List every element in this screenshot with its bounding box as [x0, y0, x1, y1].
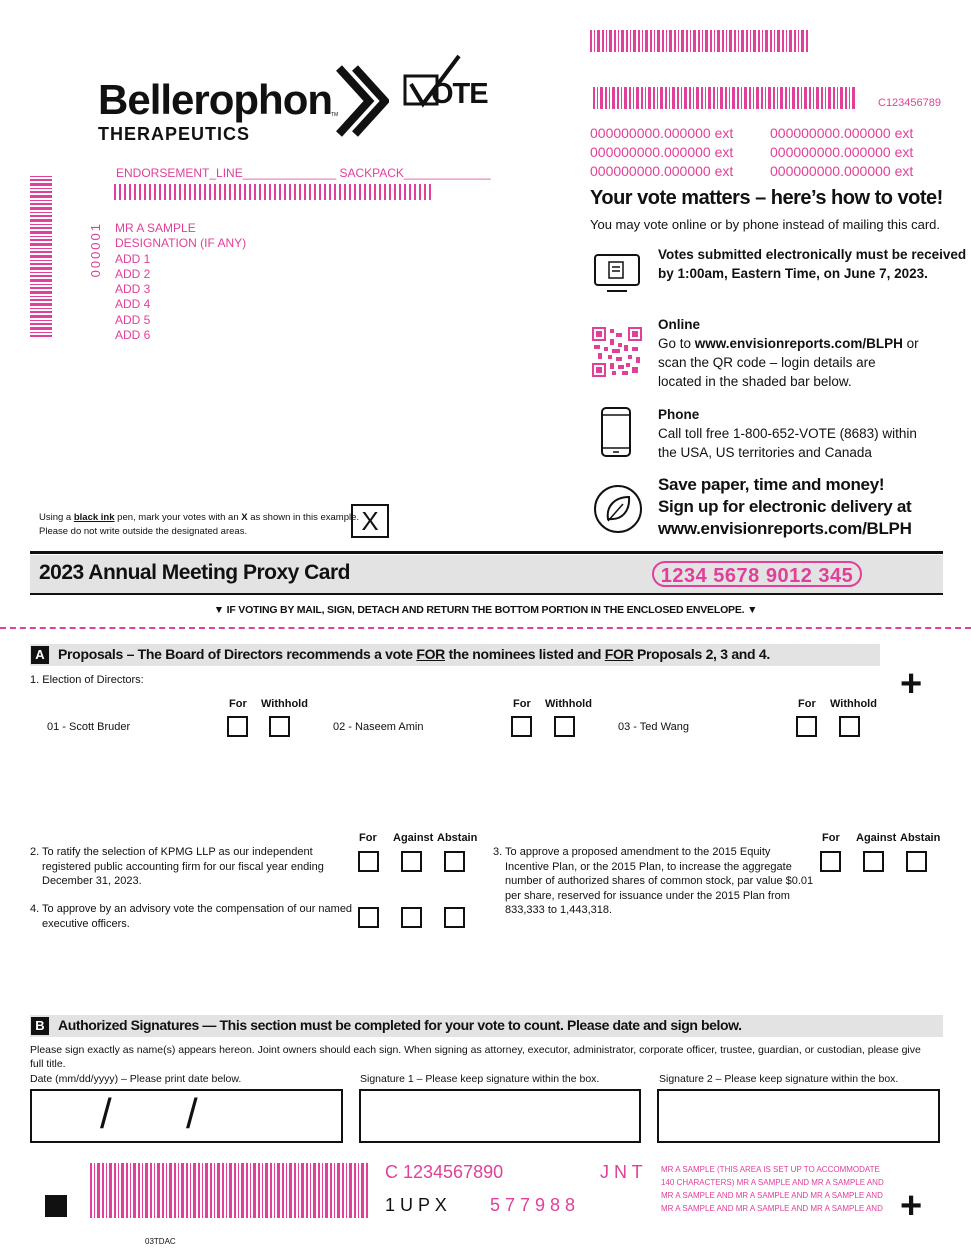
bottom-title-rule [30, 593, 943, 595]
date-slash-1: / [100, 1090, 112, 1137]
phone-line-2: the USA, US territories and Canada [658, 445, 872, 460]
col-for-p2: For [359, 832, 377, 844]
section-a-title [58, 646, 770, 662]
instruction-black-ink: black ink [73, 512, 115, 523]
online-line-3: located in the shaded bar below. [658, 374, 852, 389]
left-vertical-barcode [30, 175, 52, 337]
address-line: MR A SAMPLE [115, 221, 196, 235]
proposal-3-line: Incentive Plan, or the 2015 Plan, to increase the aggregate [505, 860, 792, 873]
proposal-3-line: per share, reserved for issuance under the 2015 Plan from [505, 889, 790, 902]
address-line: ADD 1 [115, 251, 151, 266]
address-line: ADD 6 [115, 328, 151, 343]
proposal-3 [493, 845, 813, 918]
proposal-2-for-checkbox[interactable] [358, 851, 379, 872]
vote-logo [403, 54, 495, 114]
section-a-title-text: Proposals 2, 3 and 4. [633, 646, 770, 662]
save-line-1: Save paper, time and money! [658, 475, 885, 494]
title-rule [30, 551, 943, 554]
signature-2-label: Signature 2 – Please keep signature within the box. [659, 1073, 899, 1085]
signature-2-box[interactable] [657, 1089, 940, 1143]
proposal-4-for-checkbox[interactable] [358, 907, 379, 928]
top-barcode-id: C123456789 [878, 97, 942, 109]
address-line: ADD 4 [115, 297, 151, 312]
online-line-2: scan the QR code – login details are [658, 355, 876, 370]
instruction-text: Using a [39, 512, 74, 523]
top-barcode-1 [590, 30, 810, 52]
col-against-p2: Against [393, 832, 434, 844]
online-section [658, 315, 919, 391]
endorsement-line: ENDORSEMENT_LINE______________ SACKPACK_____________ [116, 166, 491, 180]
col-for-3: For [798, 698, 816, 710]
col-for-1: For [229, 698, 247, 710]
signing-text-1: Please sign exactly as name(s) appears hereon. Joint owners should each sign. When signing as attorney, executor, administrator, corporate officer, trustee, guardian, or custodian, please give [30, 1044, 921, 1056]
deadline-line-1: Votes submitted electronically must be received [658, 247, 967, 262]
plus-mark-a: + [900, 663, 923, 705]
detach-instructions: ▼ IF VOTING BY MAIL, SIGN, DETACH AND RETURN THE BOTTOM PORTION IN THE ENCLOSED ENVELOPE. ▼ [213, 604, 758, 616]
phone-title: Phone [658, 407, 700, 422]
proposal-3-line: 3. To approve a proposed amendment to the 2015 Equity [493, 846, 771, 858]
proxy-title: 2023 Annual Meeting Proxy Card [39, 561, 350, 584]
section-a-title-text: Proposals – The Board of Directors recommends a vote [58, 646, 417, 662]
ext-line: 000000000.000000 ext [770, 163, 914, 179]
instruction-line-1 [39, 511, 359, 525]
perforation-line [0, 627, 971, 629]
logo-subtitle: THERAPEUTICS [98, 124, 251, 144]
col-withhold-2: Withhold [545, 698, 592, 710]
proposal-2-against-checkbox[interactable] [401, 851, 422, 872]
section-b-title: Authorized Signatures — This section must be completed for your vote to count. Please date and sign below. [58, 1017, 742, 1033]
phone-section [658, 405, 917, 462]
signing-text-2: full title. [30, 1058, 66, 1070]
nominee-1: 01 - Scott Bruder [47, 721, 131, 733]
proposal-2-line: December 31, 2023. [42, 875, 142, 887]
address-line: ADD 3 [115, 282, 151, 297]
proposal-2-line: 2. To ratify the selection of KPMG LLP as our independent [30, 846, 313, 858]
logo-name: Bellerophon [98, 76, 333, 123]
ext-line: 000000000.000000 ext [770, 144, 914, 160]
proposal-3-abstain-checkbox[interactable] [906, 851, 927, 872]
nominee-1-withhold-checkbox[interactable] [269, 716, 290, 737]
footer-sample-text [661, 1163, 884, 1215]
col-against-p3: Against [856, 832, 897, 844]
col-for-p3: For [822, 832, 840, 844]
proposal-4 [30, 902, 352, 931]
footer-code-jnt: J N T [600, 1162, 643, 1182]
computer-monitor-icon [593, 253, 641, 295]
col-abstain-p3: Abstain [900, 832, 941, 844]
footer-code-upx: 1 U P X [385, 1195, 447, 1215]
logo-tm: TM [331, 112, 339, 118]
online-or: or [902, 336, 919, 351]
example-mark: X [361, 506, 379, 536]
section-a-title-for: FOR [604, 646, 634, 662]
proposal-2 [30, 845, 324, 889]
proposal-3-line: 833,333 to 1,443,318. [505, 904, 613, 916]
date-slash-2: / [186, 1090, 198, 1137]
instruction-x: X [241, 512, 248, 523]
section-b-letter: B [31, 1017, 49, 1035]
registration-mark [45, 1195, 67, 1217]
electronic-deadline [658, 245, 966, 283]
electronic-delivery [658, 474, 912, 540]
footer-code-c: C 1234567890 [385, 1162, 504, 1182]
col-for-2: For [513, 698, 531, 710]
election-label: 1. Election of Directors: [30, 674, 144, 686]
top-barcode-2 [593, 87, 857, 109]
logo-chevron-icon [333, 64, 389, 138]
vote-logo-text: OTE [431, 78, 488, 110]
online-go-to: Go to [658, 336, 695, 351]
proposal-4-line: executive officers. [42, 917, 130, 930]
instruction-line-2: Please do not write outside the designated areas. [39, 526, 248, 537]
address-line: DESIGNATION (IF ANY) [115, 236, 247, 251]
ext-line: 000000000.000000 ext [590, 125, 734, 141]
vote-subheading: You may vote online or by phone instead of mailing this card. [590, 217, 941, 232]
ext-line: 000000000.000000 ext [590, 144, 734, 160]
proposal-2-line: registered public accounting firm for our fiscal year ending [42, 860, 324, 873]
vote-heading: Your vote matters – here’s how to vote! [590, 187, 943, 209]
sample-line: MR A SAMPLE AND MR A SAMPLE AND MR A SAMPLE AND [661, 1204, 883, 1213]
section-a-title-text: the nominees listed and [444, 646, 605, 662]
nominee-3-for-checkbox[interactable] [796, 716, 817, 737]
proposal-3-line: number of authorized shares of common stock, par value $0.01 [505, 875, 814, 887]
ext-line: 000000000.000000 ext [590, 163, 734, 179]
mailing-address [115, 221, 246, 343]
sample-line: 140 CHARACTERS) MR A SAMPLE AND MR A SAMPLE AND [661, 1178, 884, 1187]
deadline-line-2: by 1:00am, Eastern Time, on June 7, 2023. [658, 266, 928, 281]
proposal-3-against-checkbox[interactable] [863, 851, 884, 872]
footer-barcode [90, 1163, 370, 1218]
signature-1-label: Signature 1 – Please keep signature within the box. [360, 1073, 600, 1085]
ext-line: 000000000.000000 ext [770, 125, 914, 141]
online-line-1 [658, 334, 919, 353]
proposal-4-abstain-checkbox[interactable] [444, 907, 465, 928]
marking-instructions [39, 511, 359, 539]
ext-column-1 [590, 124, 733, 181]
signature-1-box[interactable] [359, 1089, 641, 1143]
address-line: ADD 2 [115, 266, 151, 281]
col-withhold-1: Withhold [261, 698, 308, 710]
nominee-1-for-checkbox[interactable] [227, 716, 248, 737]
footer-code-number: 5 7 7 9 8 8 [490, 1195, 576, 1215]
col-withhold-3: Withhold [830, 698, 877, 710]
proposal-2-abstain-checkbox[interactable] [444, 851, 465, 872]
save-line-2: Sign up for electronic delivery at [658, 497, 912, 516]
nominee-2: 02 - Naseem Amin [333, 721, 424, 733]
col-abstain-p2: Abstain [437, 832, 478, 844]
signing-instructions [30, 1043, 945, 1071]
vertical-sequence-code: 000001 [88, 222, 103, 278]
nominee-2-for-checkbox[interactable] [511, 716, 532, 737]
instruction-text: as shown in this example. [247, 512, 360, 523]
qr-code-icon [592, 327, 642, 377]
sample-line: MR A SAMPLE AND MR A SAMPLE AND MR A SAMPLE AND [661, 1191, 883, 1200]
proposal-4-against-checkbox[interactable] [401, 907, 422, 928]
phone-line-1: Call toll free 1-800-652-VOTE (8683) within [658, 426, 917, 441]
nominee-2-withhold-checkbox[interactable] [554, 716, 575, 737]
example-mark-box [351, 504, 389, 538]
save-url-link[interactable]: www.envisionreports.com/BLPH [658, 519, 912, 538]
online-title: Online [658, 317, 701, 332]
leaf-icon [593, 484, 643, 534]
company-logo [98, 78, 332, 145]
sample-line: MR A SAMPLE (THIS AREA IS SET UP TO ACCOMMODATE [661, 1165, 880, 1174]
date-label: Date (mm/dd/yyyy) – Please print date below. [30, 1073, 242, 1085]
nominee-3: 03 - Ted Wang [618, 721, 689, 733]
instruction-text: pen, mark your votes with an [114, 512, 242, 523]
nominee-3-withhold-checkbox[interactable] [839, 716, 860, 737]
mobile-phone-icon [600, 406, 632, 458]
section-a-letter: A [31, 646, 49, 664]
online-url-link[interactable]: www.envisionreports.com/BLPH [694, 336, 903, 351]
document-code: 03TDAC [145, 1237, 176, 1246]
proposal-3-for-checkbox[interactable] [820, 851, 841, 872]
proposal-4-line: 4. To approve by an advisory vote the compensation of our named [30, 903, 353, 915]
plus-mark-b: + [900, 1185, 923, 1227]
control-number: 1234 5678 9012 345 [652, 561, 862, 587]
section-a-title-for: FOR [416, 646, 445, 662]
postal-barcode [114, 184, 432, 200]
ext-column-2 [770, 124, 913, 181]
address-line: ADD 5 [115, 312, 151, 327]
